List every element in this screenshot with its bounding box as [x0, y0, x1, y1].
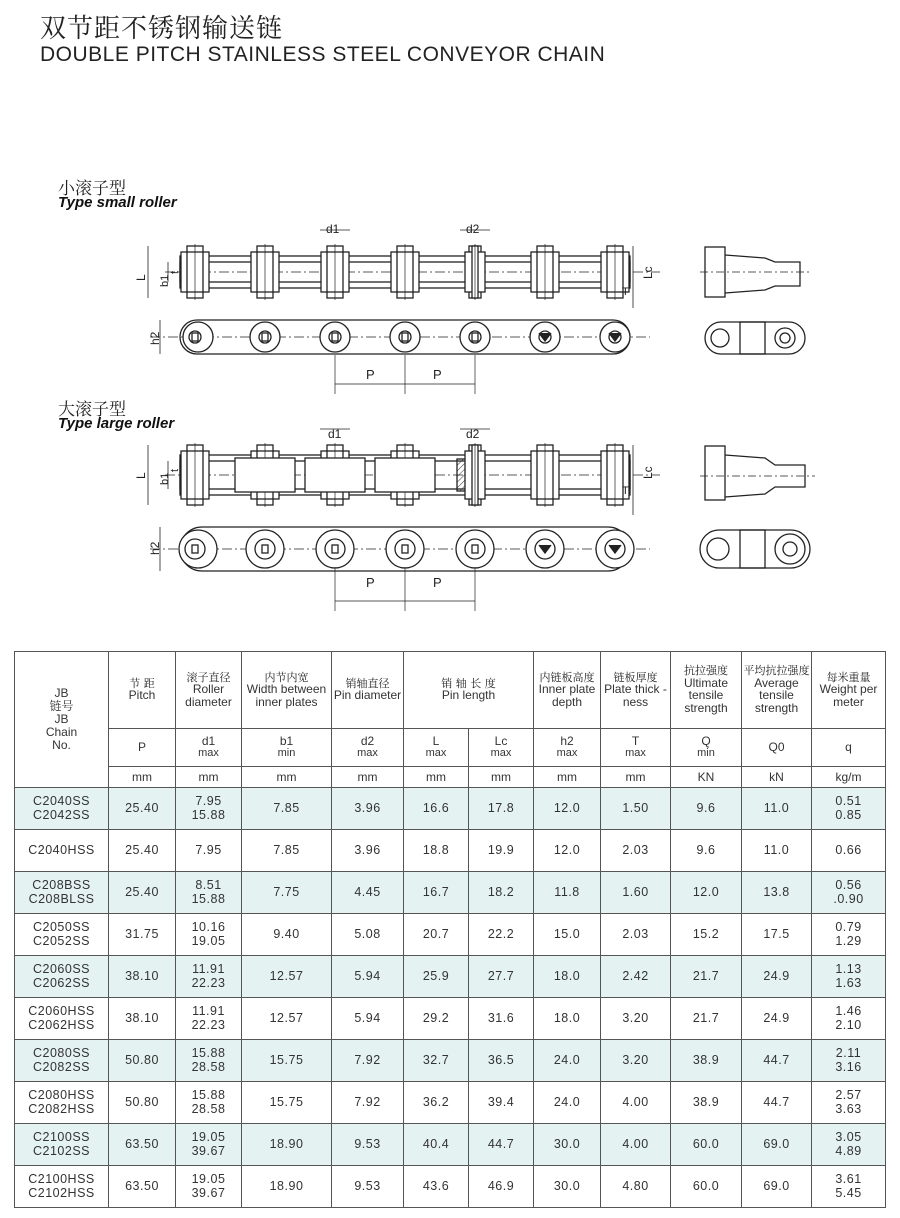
cell-Q: 15.2: [671, 914, 742, 956]
cell-Q: 60.0: [671, 1166, 742, 1208]
cell-d2: 5.94: [332, 998, 404, 1040]
unit-d2: mm: [332, 767, 404, 788]
cell-q: 2.11 3.16: [812, 1040, 886, 1082]
cell-q: 0.79 1.29: [812, 914, 886, 956]
unit-h2: mm: [534, 767, 601, 788]
cell-Q0: 11.0: [742, 830, 812, 872]
cell-d1: 15.88 28.58: [176, 1082, 242, 1124]
dim-T-large: T: [622, 485, 629, 497]
cell-d2: 3.96: [332, 788, 404, 830]
sym-Lc: Lc max: [469, 729, 534, 767]
dim-P2-large: P: [433, 575, 442, 590]
table-row: [15, 1124, 886, 1166]
dim-L-large: L: [134, 472, 148, 479]
cell-b1: 15.75: [242, 1040, 332, 1082]
cell-Q: 9.6: [671, 830, 742, 872]
cell-chain-no: C2100SS C2102SS: [15, 1124, 109, 1166]
col-header-average-strength: 平均抗拉强度 Average tensile strength: [742, 652, 812, 729]
cell-q: 3.61 5.45: [812, 1166, 886, 1208]
unit-Q0: kN: [742, 767, 812, 788]
col-header-chain-no: JB 链号 JB Chain No.: [15, 652, 109, 788]
cell-d2: 7.92: [332, 1040, 404, 1082]
sym-Q: Q min: [671, 729, 742, 767]
sym-b1: b1 min: [242, 729, 332, 767]
unit-q: kg/m: [812, 767, 886, 788]
cell-d1: 7.95 15.88: [176, 788, 242, 830]
unit-d1: mm: [176, 767, 242, 788]
page-title-en: DOUBLE PITCH STAINLESS STEEL CONVEYOR CHAIN: [40, 43, 606, 66]
cell-b1: 18.90: [242, 1166, 332, 1208]
cell-d1: 11.91 22.23: [176, 956, 242, 998]
cell-h2: 24.0: [534, 1082, 601, 1124]
cell-p: 50.80: [109, 1082, 176, 1124]
cell-Q: 9.6: [671, 788, 742, 830]
cell-Q: 60.0: [671, 1124, 742, 1166]
cell-Q: 12.0: [671, 872, 742, 914]
cell-Q0: 44.7: [742, 1082, 812, 1124]
cell-T: 1.50: [601, 788, 671, 830]
col-header-ultimate-strength: 抗拉强度 Ultimate tensile strength: [671, 652, 742, 729]
cell-L: 25.9: [404, 956, 469, 998]
cell-T: 4.80: [601, 1166, 671, 1208]
sym-d2: d2 max: [332, 729, 404, 767]
cell-h2: 24.0: [534, 1040, 601, 1082]
col-header-inner-width: 内节内宽 Width between inner plates: [242, 652, 332, 729]
sym-L: L max: [404, 729, 469, 767]
cell-h2: 12.0: [534, 830, 601, 872]
cell-d1: 7.95: [176, 830, 242, 872]
cell-L: 36.2: [404, 1082, 469, 1124]
cell-chain-no: C2040SS C2042SS: [15, 788, 109, 830]
cell-p: 25.40: [109, 830, 176, 872]
cell-chain-no: C208BSS C208BLSS: [15, 872, 109, 914]
dim-d1-large: d1: [328, 427, 342, 441]
cell-chain-no: C2080HSS C2082HSS: [15, 1082, 109, 1124]
cell-T: 4.00: [601, 1082, 671, 1124]
cell-Q0: 69.0: [742, 1124, 812, 1166]
small-roller-label-en: Type small roller: [58, 194, 177, 211]
cell-Lc: 19.9: [469, 830, 534, 872]
sym-q: q: [812, 729, 886, 767]
cell-Q: 21.7: [671, 998, 742, 1040]
cell-q: 1.13 1.63: [812, 956, 886, 998]
col-header-pin-length: 销 轴 长 度 Pin length: [404, 652, 534, 729]
dim-d2-large: d2: [466, 427, 480, 441]
cell-Lc: 17.8: [469, 788, 534, 830]
table-row: [15, 956, 886, 998]
cell-b1: 15.75: [242, 1082, 332, 1124]
small-roller-label-cn: 小滚子型: [58, 179, 126, 199]
col-header-pitch: 节 距 Pitch: [109, 652, 176, 729]
cell-L: 32.7: [404, 1040, 469, 1082]
small-roller-top-view: [148, 230, 660, 308]
table-row: [15, 998, 886, 1040]
large-roller-side-view: [150, 527, 650, 611]
col-header-pin-diameter: 销轴直径 Pin diameter: [332, 652, 404, 729]
dim-t-small: t: [169, 270, 181, 274]
unit-L: mm: [404, 767, 469, 788]
cell-d1: 11.91 22.23: [176, 998, 242, 1040]
page-title-cn: 双节距不锈钢输送链: [40, 14, 284, 44]
dim-d2-small: d2: [466, 222, 480, 236]
cell-p: 25.40: [109, 788, 176, 830]
cell-Lc: 22.2: [469, 914, 534, 956]
cell-b1: 7.85: [242, 830, 332, 872]
table-row: [15, 830, 886, 872]
cell-Lc: 27.7: [469, 956, 534, 998]
dim-d1-small: d1: [326, 222, 340, 236]
sym-h2: h2 max: [534, 729, 601, 767]
col-header-plate-thickness: 链板厚度 Plate thick -ness: [601, 652, 671, 729]
cell-h2: 18.0: [534, 956, 601, 998]
end-views: [700, 247, 815, 568]
sym-Q0: Q0: [742, 729, 812, 767]
cell-Q: 21.7: [671, 956, 742, 998]
sym-T: T max: [601, 729, 671, 767]
cell-Lc: 36.5: [469, 1040, 534, 1082]
unit-Q: KN: [671, 767, 742, 788]
cell-chain-no: C2080SS C2082SS: [15, 1040, 109, 1082]
cell-T: 2.42: [601, 956, 671, 998]
cell-L: 18.8: [404, 830, 469, 872]
cell-chain-no: C2060SS C2062SS: [15, 956, 109, 998]
unit-Lc: mm: [469, 767, 534, 788]
dim-b1-large: b1: [159, 472, 171, 485]
cell-chain-no: C2040HSS: [15, 830, 109, 872]
cell-Q0: 11.0: [742, 788, 812, 830]
cell-L: 29.2: [404, 998, 469, 1040]
cell-b1: 7.85: [242, 788, 332, 830]
cell-L: 20.7: [404, 914, 469, 956]
table-row: [15, 914, 886, 956]
dim-T-small: T: [622, 286, 629, 298]
dim-L-small: L: [134, 274, 148, 281]
cell-d1: 15.88 28.58: [176, 1040, 242, 1082]
cell-Lc: 44.7: [469, 1124, 534, 1166]
cell-d1: 19.05 39.67: [176, 1124, 242, 1166]
small-roller-side-view: [150, 320, 650, 394]
dim-b1-small: b1: [159, 274, 171, 287]
cell-q: 2.57 3.63: [812, 1082, 886, 1124]
col-header-roller-diameter: 滚子直径 Roller diameter: [176, 652, 242, 729]
cell-p: 25.40: [109, 872, 176, 914]
col-header-plate-depth: 内链板高度 Inner plate depth: [534, 652, 601, 729]
cell-Q0: 24.9: [742, 956, 812, 998]
sym-d1: d1 max: [176, 729, 242, 767]
cell-d2: 9.53: [332, 1124, 404, 1166]
dim-Lc-large: Lc: [641, 466, 655, 479]
cell-Q0: 69.0: [742, 1166, 812, 1208]
cell-Q: 38.9: [671, 1082, 742, 1124]
sym-P: P: [109, 729, 176, 767]
cell-Q0: 17.5: [742, 914, 812, 956]
cell-p: 50.80: [109, 1040, 176, 1082]
cell-h2: 15.0: [534, 914, 601, 956]
dim-h2-small: h2: [148, 331, 162, 345]
dim-P1-large: P: [366, 575, 375, 590]
cell-h2: 18.0: [534, 998, 601, 1040]
cell-d2: 7.92: [332, 1082, 404, 1124]
unit-P: mm: [109, 767, 176, 788]
cell-L: 43.6: [404, 1166, 469, 1208]
dim-P2-small: P: [433, 367, 442, 382]
cell-h2: 12.0: [534, 788, 601, 830]
unit-b1: mm: [242, 767, 332, 788]
cell-Q0: 13.8: [742, 872, 812, 914]
cell-T: 2.03: [601, 830, 671, 872]
cell-T: 1.60: [601, 872, 671, 914]
large-roller-label-cn: 大滚子型: [58, 400, 126, 420]
cell-Q0: 44.7: [742, 1040, 812, 1082]
cell-d2: 3.96: [332, 830, 404, 872]
dim-P1-small: P: [366, 367, 375, 382]
table-row: [15, 788, 886, 830]
cell-d2: 5.08: [332, 914, 404, 956]
cell-chain-no: C2060HSS C2062HSS: [15, 998, 109, 1040]
cell-h2: 30.0: [534, 1124, 601, 1166]
table-row: [15, 1040, 886, 1082]
cell-chain-no: C2050SS C2052SS: [15, 914, 109, 956]
large-roller-top-view: [148, 429, 660, 515]
spec-table: [14, 651, 886, 1208]
cell-p: 63.50: [109, 1166, 176, 1208]
cell-b1: 9.40: [242, 914, 332, 956]
unit-T: mm: [601, 767, 671, 788]
cell-T: 3.20: [601, 998, 671, 1040]
dim-h2-large: h2: [148, 541, 162, 555]
cell-p: 38.10: [109, 998, 176, 1040]
dim-Lc-small: Lc: [641, 266, 655, 279]
cell-q: 3.05 4.89: [812, 1124, 886, 1166]
cell-T: 2.03: [601, 914, 671, 956]
cell-b1: 12.57: [242, 956, 332, 998]
cell-q: 0.56 .0.90: [812, 872, 886, 914]
cell-d1: 19.05 39.67: [176, 1166, 242, 1208]
spec-table-body: [15, 788, 886, 1208]
cell-h2: 11.8: [534, 872, 601, 914]
cell-d1: 8.51 15.88: [176, 872, 242, 914]
cell-L: 16.7: [404, 872, 469, 914]
cell-Lc: 31.6: [469, 998, 534, 1040]
cell-Q0: 24.9: [742, 998, 812, 1040]
cell-Lc: 39.4: [469, 1082, 534, 1124]
cell-Lc: 46.9: [469, 1166, 534, 1208]
cell-L: 16.6: [404, 788, 469, 830]
cell-T: 4.00: [601, 1124, 671, 1166]
table-row: [15, 1082, 886, 1124]
cell-Q: 38.9: [671, 1040, 742, 1082]
cell-p: 63.50: [109, 1124, 176, 1166]
cell-q: 0.66: [812, 830, 886, 872]
cell-q: 0.51 0.85: [812, 788, 886, 830]
cell-p: 31.75: [109, 914, 176, 956]
cell-Lc: 18.2: [469, 872, 534, 914]
large-roller-label-en: Type large roller: [58, 415, 175, 432]
table-row: [15, 1166, 886, 1208]
cell-T: 3.20: [601, 1040, 671, 1082]
col-header-weight: 每米重量 Weight per meter: [812, 652, 886, 729]
cell-d2: 5.94: [332, 956, 404, 998]
dim-t-large: t: [169, 468, 181, 472]
cell-q: 1.46 2.10: [812, 998, 886, 1040]
cell-b1: 12.57: [242, 998, 332, 1040]
cell-L: 40.4: [404, 1124, 469, 1166]
cell-h2: 30.0: [534, 1166, 601, 1208]
cell-d1: 10.16 19.05: [176, 914, 242, 956]
cell-b1: 18.90: [242, 1124, 332, 1166]
table-row: [15, 872, 886, 914]
cell-chain-no: C2100HSS C2102HSS: [15, 1166, 109, 1208]
cell-d2: 4.45: [332, 872, 404, 914]
cell-p: 38.10: [109, 956, 176, 998]
cell-b1: 7.75: [242, 872, 332, 914]
cell-d2: 9.53: [332, 1166, 404, 1208]
